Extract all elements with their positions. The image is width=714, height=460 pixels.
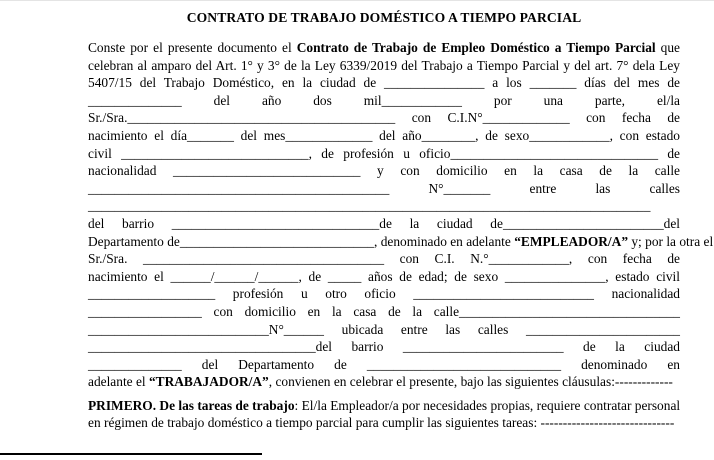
intro-line: _____________________________________________ N°_______ entre las calles xyxy=(88,180,680,196)
intro-line: nacionalidad ____________________________ y con domicilio en la casa de la calle xyxy=(88,163,680,179)
intro-line: Departamento de_____________________________, denominado en adelante “EMPLEADOR/A” y; por la otra el xyxy=(88,233,714,249)
intro-line: Sr./Sra.________________________________________ con C.I.N°_____________ con fecha de xyxy=(88,110,680,126)
clause1-bold-text: PRIMERO. De las tareas de trabajo xyxy=(88,397,295,413)
intro-line: __________________________________del barrio ________________________ de la ciudad xyxy=(88,339,680,355)
intro-line: ____________________________________________________________________________________ xyxy=(88,198,651,214)
intro-line: Sr./Sra. ____________________________________ con C.I. N.°____________, con fecha de xyxy=(88,251,680,267)
intro-line: adelante el “TRABAJADOR/A”, convienen en celebrar el presente, bajo las siguientes cláusulas:------------- xyxy=(88,374,673,390)
intro-line: ___________________________N°______ ubicada entre las calles _______________________ xyxy=(88,321,680,337)
intro-line: celebran al amparo del Art. 1° y 3° de la Ley 6339/2019 del Trabajo a Tiempo Parcial y del art. 7° dela Ley xyxy=(88,57,680,73)
intro-line: nacimiento el ______/______/______, de _____ años de edad; de sexo _______________, estado civil xyxy=(88,268,680,284)
intro-line: ______________ del Departamento de _____________________________ denominado en xyxy=(88,356,680,372)
clause1-line: en régimen de trabajo doméstico a tiempo parcial para cumplir las siguientes tareas: ------------------------------ xyxy=(88,415,675,431)
intro-line: Conste por el presente documento el Contrato de Trabajo de Empleo Doméstico a Tiempo Parcial que xyxy=(88,40,680,55)
intro-bold-text: Contrato de Trabajo de Empleo Doméstico a Tiempo Parcial xyxy=(296,40,656,55)
intro-paragraph xyxy=(88,39,714,391)
intro-bold-text: “TRABAJADOR/A” xyxy=(148,374,269,390)
intro-line: del barrio _______________________________de la ciudad de________________________del xyxy=(88,215,680,231)
clause-primero xyxy=(88,397,680,432)
intro-line: ___________________ profesión u otro oficio ___________________________ nacionalidad xyxy=(88,286,680,302)
intro-bold-text: “EMPLEADOR/A” xyxy=(514,233,629,249)
intro-line: ______________ del año dos mil____________ por una parte, el/la xyxy=(88,92,680,108)
footer-rule xyxy=(0,453,262,455)
intro-line: civil ____________________________, de profesión u oficio_______________________________ de xyxy=(88,145,680,161)
top-border xyxy=(0,0,714,1)
intro-line: 5407/15 del Trabajo Doméstico, en la ciudad de _______________ a los _______ días del mes de xyxy=(88,75,680,91)
document-title: CONTRATO DE TRABAJO DOMÉSTICO A TIEMPO PARCIAL xyxy=(186,10,582,25)
intro-line: _________________ con domicilio en la casa de la calle_________________________________ xyxy=(88,303,680,319)
clause1-line: PRIMERO. De las tareas de trabajo: El/la Empleador/a por necesidades propias, requiere contratar personal xyxy=(88,397,681,413)
intro-line: nacimiento el día_______ del mes_____________ del año________, de sexo____________, con estado xyxy=(88,127,680,143)
